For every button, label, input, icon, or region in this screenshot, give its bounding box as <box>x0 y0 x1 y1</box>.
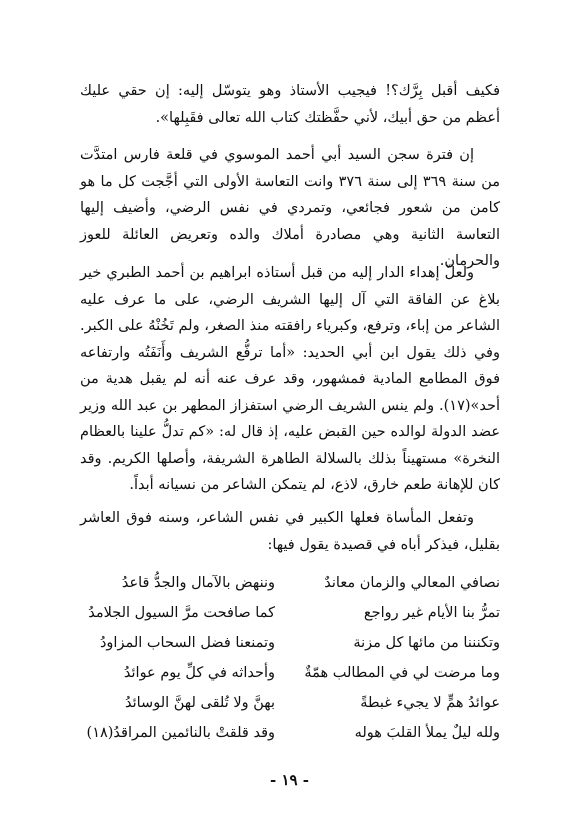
poem-verse <box>80 568 500 598</box>
verse-second-hemistich: بهنَّ ولا تُلقى لهنَّ الوسائدُ <box>124 695 275 711</box>
poem-verse <box>80 628 500 658</box>
paragraph-text: فكيف أقبل بِرَّك؟! فيجيب الأستاذ وهو يتوسّل إليه: إن حقي عليك أعظم من حق أبيك، لأني حفَّظتك كتاب الله تعالى فقَبِلها». <box>80 83 500 126</box>
poem <box>80 568 500 748</box>
paragraph-text: ولعلّ إهداء الدار إليه من قبل أستاذه ابراهيم بن أحمد الطبري خير بلاغ عن الفاقة التي آل إليها الشريف الرضي، على ما عرف عليه الشاعر من إباء، وترفع، وكبرياء رافقته منذ الصغر، ولم تَخُنْهُ على الكبر. وفي ذلك يقول ابن أبي الحديد: «أما ترفُّع الشريف وأَنَفَتُه وارتفاعه فوق المطامع المادية فمشهور، وقد عرف عنه أنه لم يقبل هدية من أحد»(١٧). ولم ينس الشريف الرضي استفزاز المطهر بن عبد الله وزير عضد الدولة لوالده حين القبض عليه، إذ قال له: «كم تدلُّ علينا بالعظام النخرة» مستهيناً بذلك بالسلالة الطاهرة الشريفة، وأصلها الكريم. وقد كان للإهانة طعم خارق، لاذع، لم يتمكن الشاعر من نسيانه أبداً. <box>80 265 500 493</box>
paragraph-4 <box>80 505 500 558</box>
poem-verse <box>80 598 500 628</box>
verse-first-hemistich: تمرُّ بنا الأيام غير رواجع <box>363 605 500 621</box>
poem-verse <box>80 718 500 748</box>
verse-first-hemistich: عوائدُ همٍّ لا يجيء غبطةً <box>360 695 500 711</box>
paragraph-text: وتفعل المأساة فعلها الكبير في نفس الشاعر، وسنه فوق العاشر بقليل، فيذكر أباه في قصيدة يقول فيها: <box>80 510 500 553</box>
verse-second-hemistich: وأحداثه في كلِّ يوم عوائدُ <box>123 665 275 681</box>
paragraph-3 <box>80 260 500 499</box>
verse-first-hemistich: وتكنننا من مائها كل مزنة <box>353 635 500 651</box>
paragraph-2 <box>80 142 500 275</box>
poem-verse <box>80 658 500 688</box>
verse-first-hemistich: وما مرضت لي في المطالب همّةٌ <box>304 665 500 681</box>
verse-second-hemistich: وقد قلقتْ بالنائمين المراقدُ(١٨) <box>86 725 275 741</box>
paragraph-1 <box>80 78 500 131</box>
verse-second-hemistich: وننهض بالآمال والجدُّ قاعدُ <box>121 575 275 591</box>
verse-second-hemistich: كما صافحت مرَّ السيول الجلامدُ <box>88 605 275 621</box>
poem-verse <box>80 688 500 718</box>
verse-first-hemistich: نصافي المعالي والزمان معاندٌ <box>324 575 500 591</box>
verse-second-hemistich: وتمنعنا فضل السحاب المزاودُ <box>99 635 275 651</box>
paragraph-text: إن فترة سجن السيد أبي أحمد الموسوي في قلعة فارس امتدَّت من سنة ٣٦٩ إلى سنة ٣٧٦ وانت التعاسة الأولى التي أجَّجت كل ما هو كامن من شعور فجائعي، وتمردي في نفس الرضي، وأضيف إليها التعاسة الثانية وهي مصادرة أملاك والده وتعريض العائلة للعوز والحرمان. <box>80 147 501 269</box>
verse-first-hemistich: ولله ليلٌ يملأ القلبَ هوله <box>354 725 500 741</box>
page-number: - ١٩ - <box>269 771 310 789</box>
